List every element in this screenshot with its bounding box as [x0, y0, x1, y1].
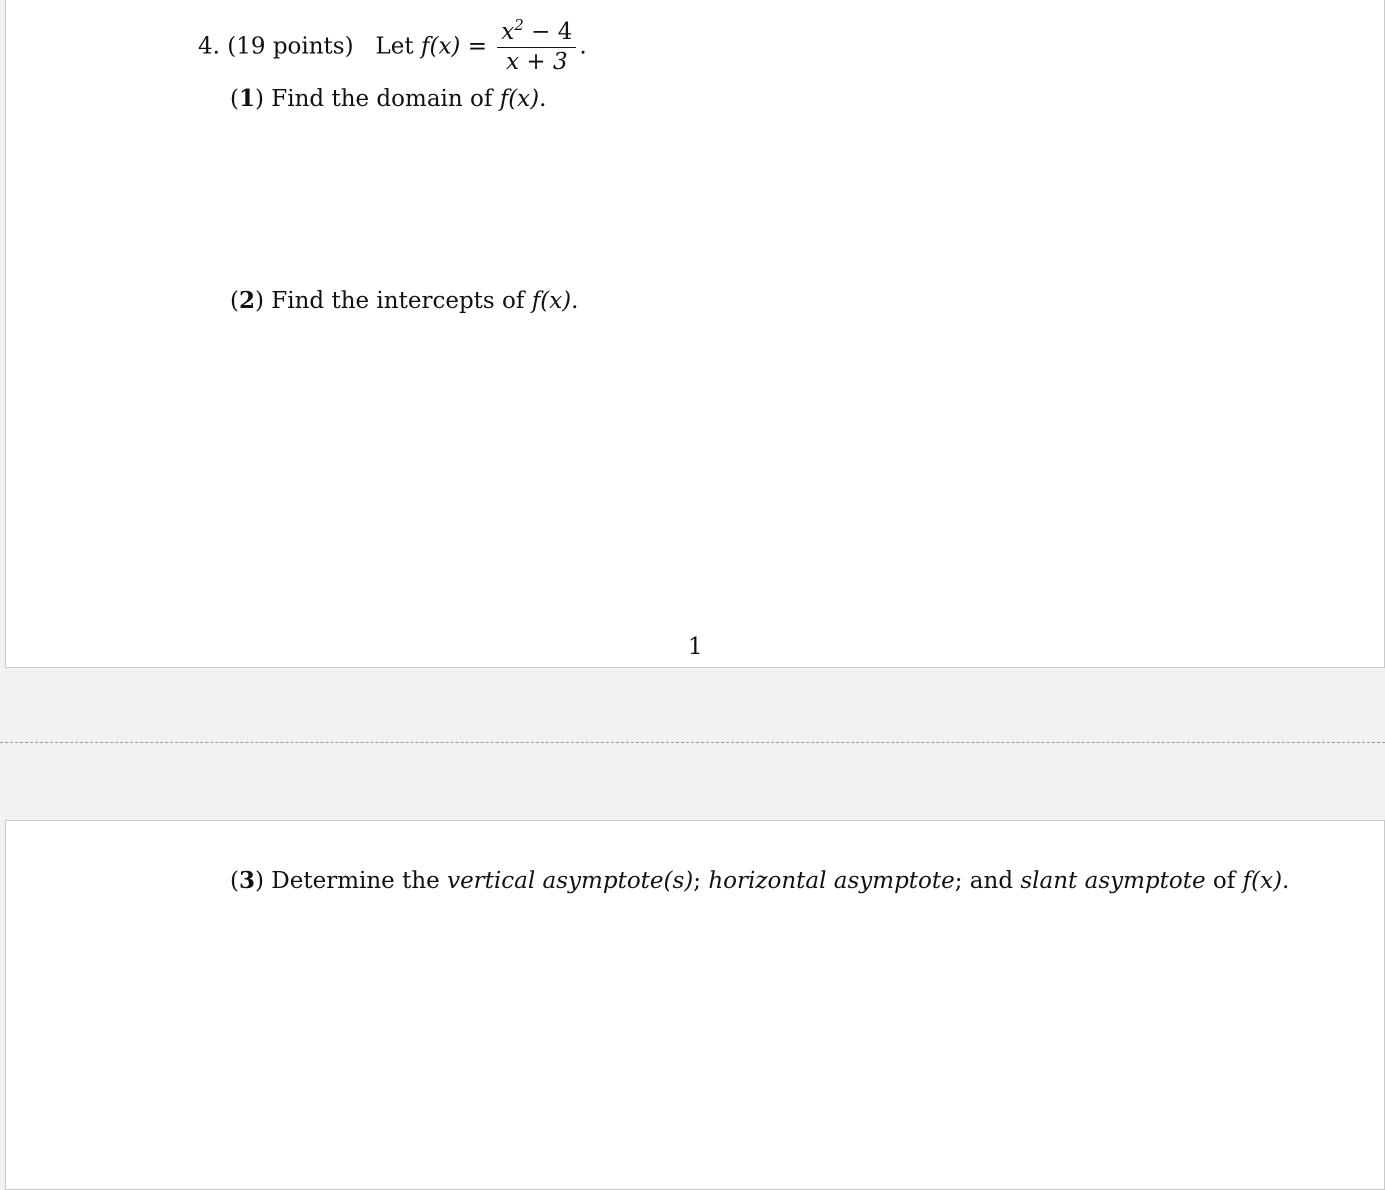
- function-lhs: f(x) =: [420, 33, 487, 60]
- let-word: Let: [375, 33, 414, 60]
- problem-number: 4.: [198, 33, 220, 60]
- part-2-label: 2: [238, 287, 255, 314]
- vertical-asymptote-term: vertical asymptote: [447, 868, 664, 894]
- part-1-label: 1: [238, 85, 255, 112]
- part-3: (3) Determine the vertical asymptote(s); horizontal asymptote; and slant asymptote of f(x).: [230, 867, 1290, 894]
- part-1-fx: f(x): [499, 86, 540, 112]
- page-2: [5, 820, 1385, 1190]
- problem-points: (19 points): [227, 33, 354, 60]
- part-3-label: 3: [238, 867, 255, 894]
- fraction-denominator: x + 3: [506, 49, 568, 75]
- part-3-fx: f(x): [1242, 868, 1283, 894]
- equation-period: .: [579, 33, 587, 60]
- part-2: (2) Find the intercepts of f(x).: [230, 287, 579, 314]
- part-1-text: Find the domain of: [271, 86, 493, 112]
- slant-asymptote-term: slant asymptote: [1020, 868, 1206, 894]
- part-1: (1) Find the domain of f(x).: [230, 85, 547, 112]
- page-break-divider: [0, 742, 1385, 743]
- part-2-fx: f(x): [531, 288, 572, 314]
- problem-header: [198, 16, 587, 75]
- horizontal-asymptote-term: horizontal asymptote: [708, 868, 955, 894]
- fraction-numerator: $x^2 - 4$: [497, 21, 576, 48]
- function-fraction: [497, 16, 576, 75]
- page-1: [5, 0, 1385, 668]
- page-number: 1: [688, 634, 703, 660]
- part-2-text: Find the intercepts of: [271, 288, 525, 314]
